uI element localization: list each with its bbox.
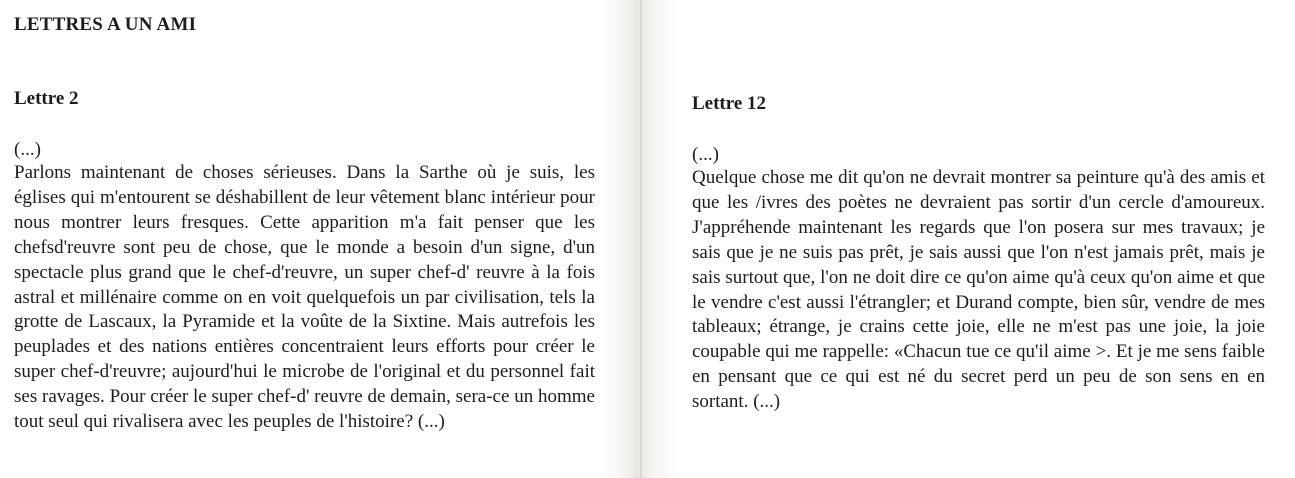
book-title: LETTRES A UN AMI xyxy=(14,14,197,35)
opening-ellipsis-left: (...) xyxy=(14,139,41,160)
book-gutter xyxy=(640,0,642,478)
letter-heading-2: Lettre 2 xyxy=(14,88,79,109)
letter-heading-12: Lettre 12 xyxy=(692,93,767,114)
opening-ellipsis-right: (...) xyxy=(692,144,719,165)
letter-body-left: Parlons maintenant de choses sérieuses. Dans la Sarthe où je suis, les églises qui m'entourent se déshabillent de leur vêtement blanc intérieur pour nous montrer leurs fresques. Cette apparition m'a fait penser que les chefsd'reuvre sont peu de chose, que le monde a besoin d'un signe, d'un spectacle plus grand que le chef-d'reuvre, un super chef-d' reuvre à la fois astral et millénaire comme on en voit quelquefois un par civilisation, tels la grotte de Lascaux, la Pyramide et la voûte de la Sixtine. Mais autrefois les peuplades et des nations entières concentraient leurs efforts pour créer le super chef-d'reuvre; aujourd'hui le microbe de l'original et du personnel fait ses ravages. Pour créer le super chef-d' reuvre de demain, sera-ce un homme tout seul qui rivalisera avec les peuples de l'histoire? (...) xyxy=(14,162,595,433)
letter-body-right: Quelque chose me dit qu'on ne devrait montrer sa peinture qu'à des amis et que les /ivres des poètes ne devraient pas sortir d'un cercle d'amoureux. J'appréhende maintenant les regards que l'on posera sur mes travaux; je sais que je ne suis pas prêt, je sais aussi que l'on n'est jamais prêt, mais je sais surtout que, l'on ne doit dire ce qu'on aime qu'à ceux qu'on aime et que le vendre c'est aussi l'étrangler; et Durand compte, bien sûr, vendre de mes tableaux; étrange, je crains cette joie, elle ne m'est pas une joie, la joie coupable qui me rappelle: «Chacun tue ce qu'il aime >. Et je me sens faible en pensant que ce qui est né du secret perd un peu de son sens en en sortant. (...) xyxy=(692,167,1265,413)
